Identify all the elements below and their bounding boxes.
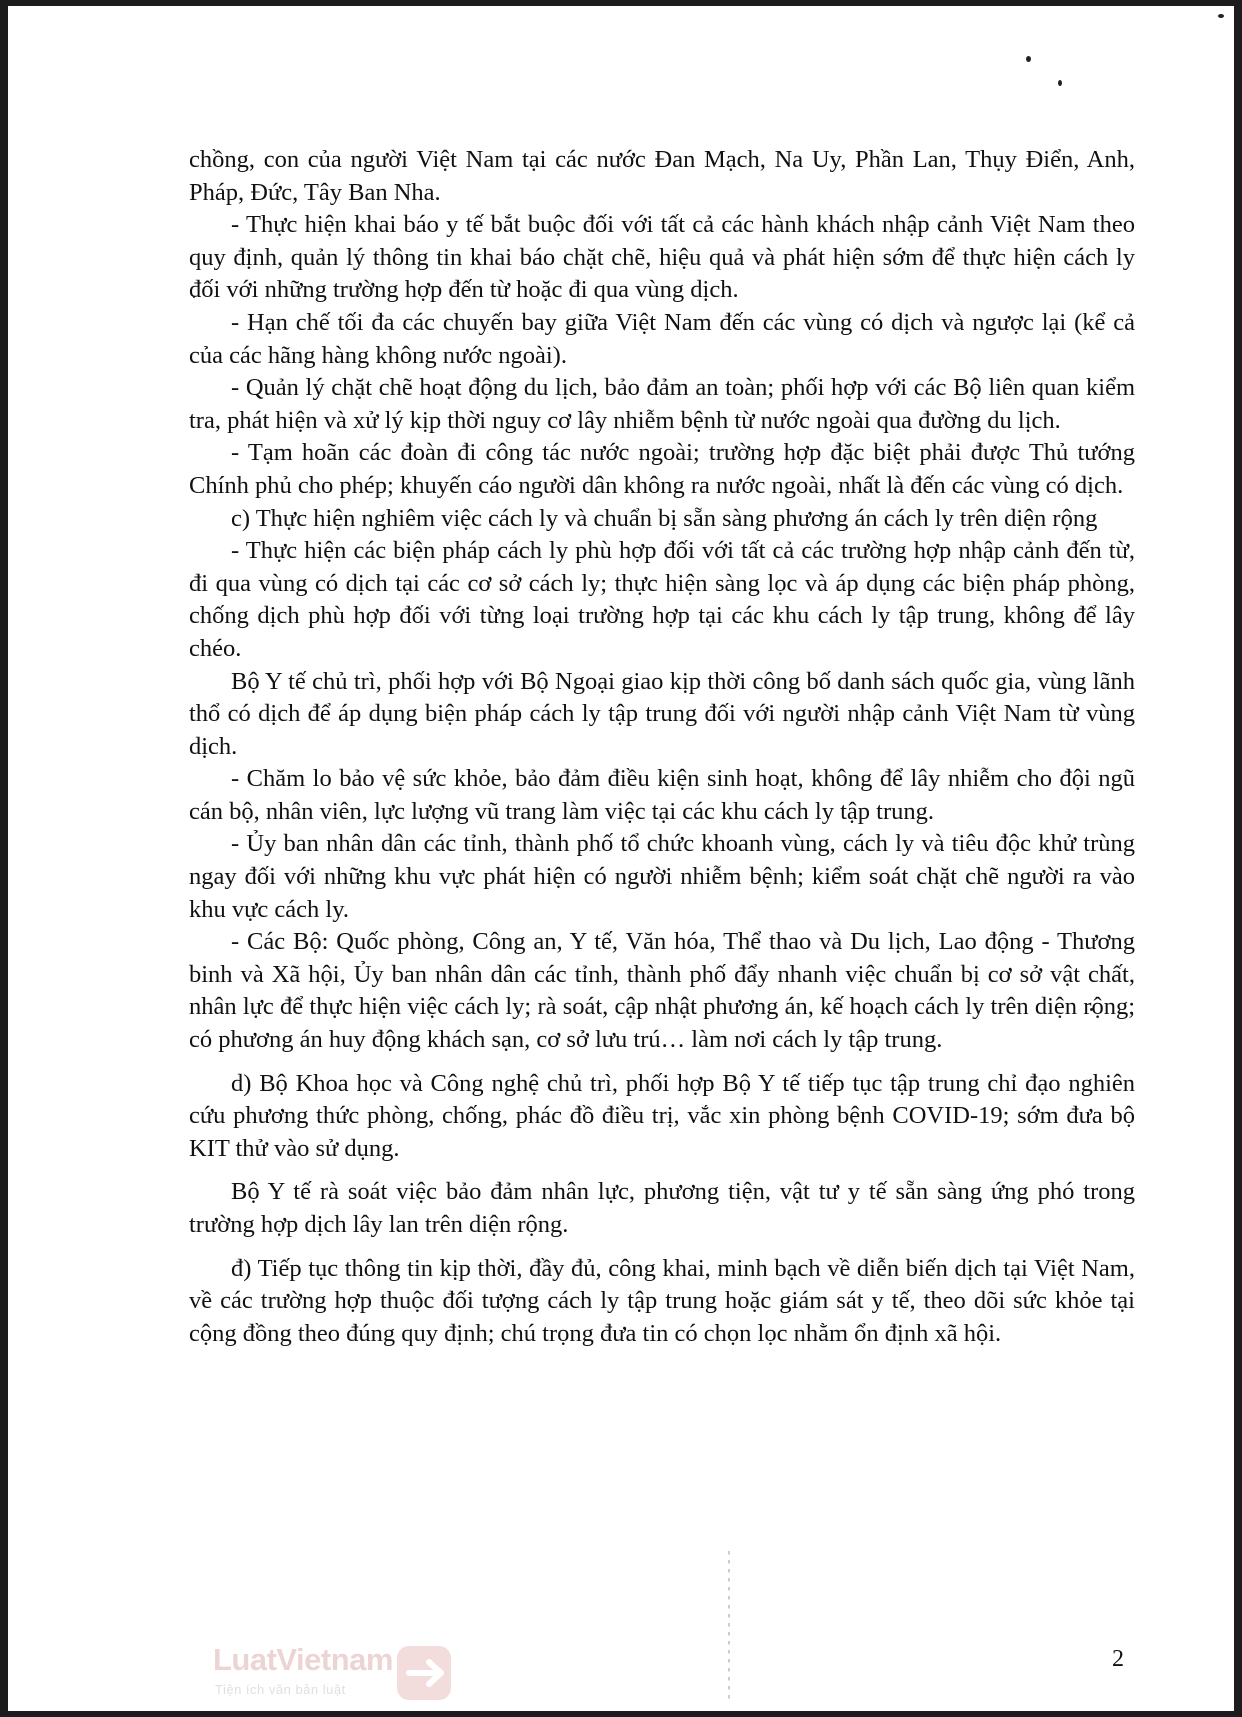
paragraph: - Quản lý chặt chẽ hoạt động du lịch, bảo đảm an toàn; phối hợp với các Bộ liên quan kiểm tra, phát hiện và xử lý kịp thời nguy cơ lây nhiễm bệnh từ nước ngoài qua đường du lịch. bbox=[189, 374, 1135, 434]
paragraph: - Thực hiện các biện pháp cách ly phù hợp đối với tất cả các trường hợp nhập cảnh đến từ, đi qua vùng có dịch tại các cơ sở cách ly; thực hiện sàng lọc và áp dụng các biện pháp phòng, chống dịch phù hợp đối với từng loại trường hợp tại các khu cách ly tập trung, không để lây chéo. bbox=[189, 537, 1135, 662]
page-number: 2 bbox=[1112, 1646, 1124, 1672]
paragraph: chồng, con của người Việt Nam tại các nước Đan Mạch, Na Uy, Phần Lan, Thụy Điển, Anh, Pháp, Đức, Tây Ban Nha. bbox=[189, 146, 1135, 206]
luatvietnam-watermark bbox=[213, 1642, 473, 1704]
arrow-right-icon bbox=[395, 1642, 465, 1704]
watermark-logo-text: LuatVietnam bbox=[213, 1642, 393, 1677]
paragraph: - Ủy ban nhân dân các tỉnh, thành phố tổ chức khoanh vùng, cách ly và tiêu độc khử trùng ngay đối với những khu vực phát hiện có người nhiễm bệnh; kiểm soát chặt chẽ người ra vào khu vực cách ly. bbox=[189, 830, 1135, 923]
watermark-tagline: Tiện ích văn bản luật bbox=[215, 1682, 346, 1697]
paragraph: c) Thực hiện nghiêm việc cách ly và chuẩn bị sẵn sàng phương án cách ly trên diện rộng bbox=[231, 504, 1098, 532]
paragraph: Bộ Y tế chủ trì, phối hợp với Bộ Ngoại giao kịp thời công bố danh sách quốc gia, vùng lãnh thổ có dịch để áp dụng biện pháp cách ly tập trung đối với người nhập cảnh Việt Nam từ vùng dịch. bbox=[189, 667, 1135, 760]
paragraph: Bộ Y tế rà soát việc bảo đảm nhân lực, phương tiện, vật tư y tế sẵn sàng ứng phó trong trường hợp dịch lây lan trên diện rộng. bbox=[189, 1178, 1135, 1238]
paragraph: - Tạm hoãn các đoàn đi công tác nước ngoài; trường hợp đặc biệt phải được Thủ tướng Chính phủ cho phép; khuyến cáo người dân không ra nước ngoài, nhất là đến các vùng có dịch. bbox=[189, 439, 1135, 499]
paragraph: - Các Bộ: Quốc phòng, Công an, Y tế, Văn hóa, Thể thao và Du lịch, Lao động - Thương binh và Xã hội, Ủy ban nhân dân các tỉnh, thành phố đẩy nhanh việc chuẩn bị cơ sở vật chất, nhân lực để thực hiện việc cách ly; rà soát, cập nhật phương án, kế hoạch cách ly trên diện rộng; có phương án huy động khách sạn, cơ sở lưu trú… làm nơi cách ly tập trung. bbox=[189, 928, 1135, 1054]
document-page bbox=[8, 6, 1234, 1711]
document-body bbox=[189, 144, 1135, 1350]
paragraph: đ) Tiếp tục thông tin kịp thời, đầy đủ, công khai, minh bạch về diễn biến dịch tại Việt Nam, về các trường hợp thuộc đối tượng cách ly tập trung hoặc giám sát y tế, theo dõi sức khỏe tại cộng đồng theo đúng quy định; chú trọng đưa tin có chọn lọc nhằm ổn định xã hội. bbox=[189, 1254, 1135, 1347]
paragraph: d) Bộ Khoa học và Công nghệ chủ trì, phối hợp Bộ Y tế tiếp tục tập trung chỉ đạo nghiên cứu phương thức phòng, chống, phác đồ điều trị, vắc xin phòng bệnh COVID-19; sớm đưa bộ KIT thử vào sử dụng. bbox=[189, 1069, 1135, 1162]
paragraph: - Hạn chế tối đa các chuyến bay giữa Việt Nam đến các vùng có dịch và ngược lại (kể cả của các hãng hàng không nước ngoài). bbox=[189, 308, 1135, 369]
paragraph: - Chăm lo bảo vệ sức khỏe, bảo đảm điều kiện sinh hoạt, không để lây nhiễm cho đội ngũ cán bộ, nhân viên, lực lượng vũ trang làm việc tại các khu cách ly tập trung. bbox=[189, 765, 1135, 825]
scan-artifact-line bbox=[728, 1551, 730, 1701]
paragraph: - Thực hiện khai báo y tế bắt buộc đối với tất cả các hành khách nhập cảnh Việt Nam theo quy định, quản lý thông tin khai báo chặt chẽ, hiệu quả và phát hiện sớm để thực hiện cách ly đối với những trường hợp đến từ hoặc đi qua vùng dịch. bbox=[189, 211, 1135, 304]
